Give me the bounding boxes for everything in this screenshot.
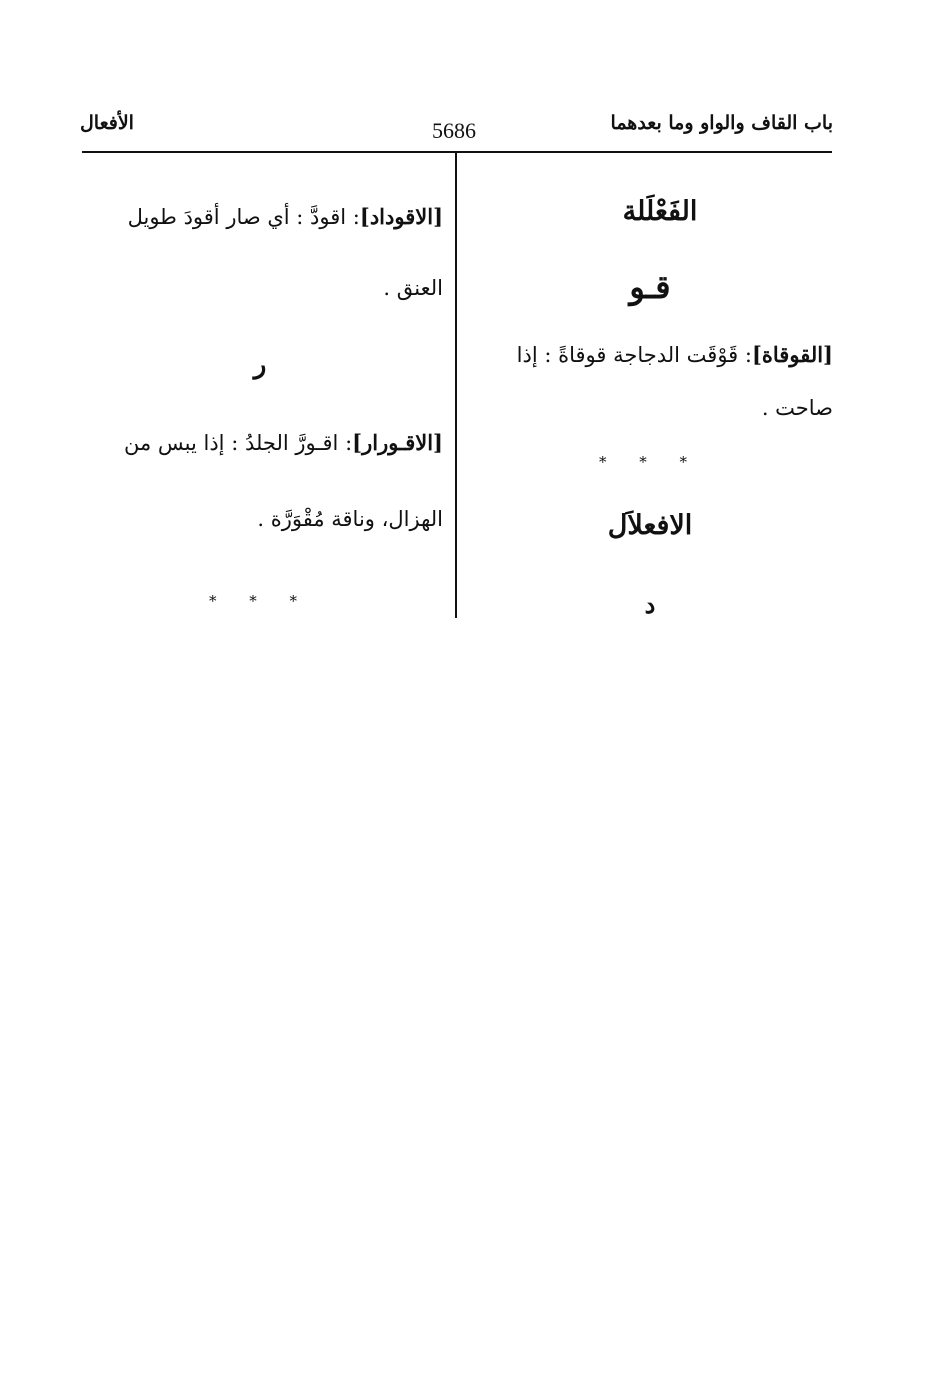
entry-definition: : قَوْقَت الدجاجة قوقاةً : إذا — [516, 343, 752, 367]
page-number: 5686 — [432, 118, 476, 143]
entry-term: [الاقـورار] — [352, 430, 443, 455]
entry-term: [القوقاة] — [751, 342, 833, 367]
running-title-left: الأفعال — [80, 112, 134, 134]
entry-line — [517, 342, 833, 367]
entry-continuation: العنق . — [383, 276, 443, 300]
entry-line — [124, 430, 443, 455]
running-title-right: باب القاف والواو وما بعدهما — [610, 112, 833, 134]
section-heading: الفَعْلَلة — [622, 196, 698, 227]
root-letter: د — [644, 590, 656, 619]
entry-continuation: صاحت . — [761, 396, 833, 420]
root-heading: قـو — [629, 268, 671, 306]
header-rule — [82, 151, 832, 153]
entry-term: [الاقوداد] — [359, 204, 443, 229]
entry-definition: : اقـورَّ الجلدُ : إذا يبس من — [123, 431, 353, 455]
column-divider — [455, 153, 457, 618]
separator-stars: * * * — [208, 592, 312, 610]
entry-continuation: الهزال، وناقة مُقْوَرَّة . — [257, 507, 443, 531]
root-letter: ر — [253, 350, 267, 380]
entry-line — [128, 204, 443, 229]
entry-definition: : اقودَّ : أي صار أقودَ طويل — [127, 205, 360, 229]
section-heading-2: الافعلاَل — [607, 510, 693, 541]
separator-stars: * * * — [598, 453, 702, 471]
